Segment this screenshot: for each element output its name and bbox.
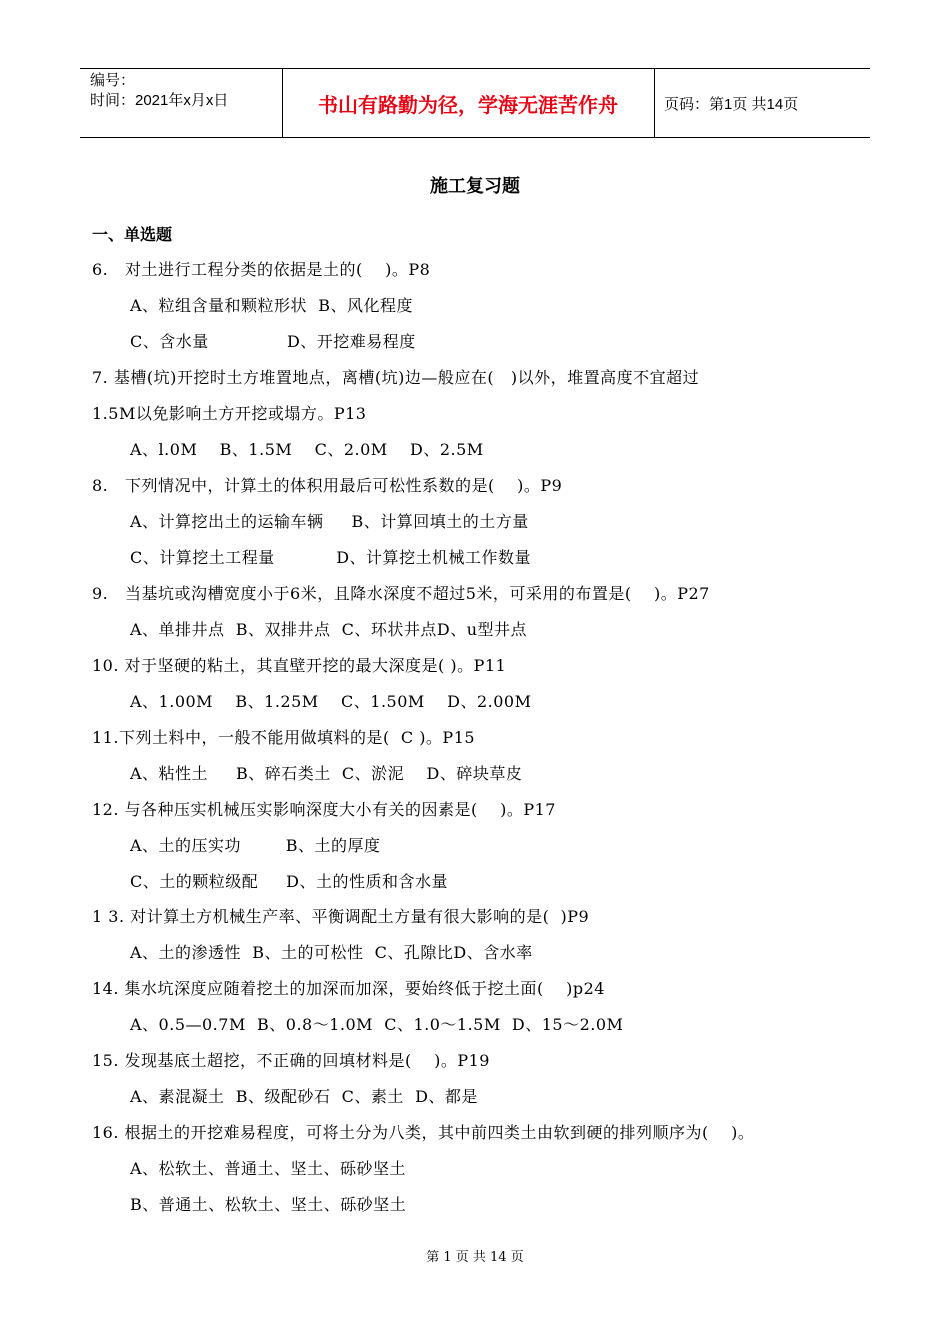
option-line: C、计算挖土工程量 D、计算挖土机械工作数量 [130, 548, 532, 567]
option-line: A、土的压实功 B、土的厚度 [130, 836, 381, 855]
option-line: C、含水量 D、开挖难易程度 [130, 332, 416, 351]
option-line: B、普通土、松软土、坚土、砾砂坚土 [130, 1195, 407, 1214]
header-page-info: 页码：第1页 共14页 [664, 95, 799, 113]
question-line: 11.下列土料中，一般不能用做填料的是( C )。P15 [92, 728, 476, 747]
question-line: 15. 发现基底土超挖，不正确的回填材料是( )。P19 [92, 1051, 490, 1070]
option-line: A、0.5—0.7M B、0.8～1.0M C、1.0～1.5M D、15～2.0M [130, 1015, 624, 1034]
question-line: 6. 对土进行工程分类的依据是土的( )。P8 [92, 260, 431, 279]
question-line: 10. 对于坚硬的粘土，其直壁开挖的最大深度是( )。P11 [92, 656, 507, 675]
option-line: A、计算挖出土的运输车辆 B、计算回填土的土方量 [130, 512, 529, 531]
option-line: A、粘性土 B、碎石类土 C、淤泥 D、碎块草皮 [130, 764, 523, 783]
document-date-label: 时间：2021年x月x日 [90, 92, 229, 109]
question-line: 8. 下列情况中，计算土的体积用最后可松性系数的是( )。P9 [92, 476, 563, 495]
question-line: 7. 基槽(坑)开挖时土方堆置地点，离槽(坑)边—般应在( )以外，堆置高度不宜超过 [92, 368, 700, 387]
option-line: A、l.0M B、1.5M C、2.0M D、2.5M [130, 440, 484, 459]
option-line: A、素混凝土 B、级配砂石 C、素土 D、都是 [130, 1087, 478, 1106]
option-line: A、土的渗透性 B、土的可松性 C、孔隙比D、含水率 [130, 943, 533, 962]
question-line: 1.5M以免影响土方开挖或塌方。P13 [92, 404, 367, 423]
section-title: 一、单选题 [92, 225, 173, 244]
question-line: 14. 集水坑深度应随着挖土的加深而加深，要始终低于挖土面( )p24 [92, 979, 605, 998]
header-divider [654, 69, 655, 137]
option-line: A、1.00M B、1.25M C、1.50M D、2.00M [130, 692, 532, 711]
document-title: 施工复习题 [430, 176, 520, 197]
option-line: C、土的颗粒级配 D、土的性质和含水量 [130, 872, 449, 891]
page-footer: 第 1 页 共 14 页 [426, 1250, 524, 1265]
page-header [80, 68, 870, 138]
document-code-label: 编号： [90, 72, 136, 89]
question-line: 12. 与各种压实机械压实影响深度大小有关的因素是( )。P17 [92, 800, 556, 819]
question-line: 16. 根据土的开挖难易程度，可将土分为八类，其中前四类土由软到硬的排列顺序为( )。 [92, 1123, 755, 1142]
question-line: 1 3. 对计算土方机械生产率、平衡调配土方量有很大影响的是( )P9 [92, 907, 590, 926]
header-motto: 书山有路勤为径，学海无涯苦作舟 [318, 92, 618, 117]
header-left-cell [90, 71, 228, 111]
option-line: A、单排井点 B、双排井点 C、环状井点D、u型井点 [130, 620, 528, 639]
option-line: A、松软土、普通土、坚土、砾砂坚土 [130, 1159, 407, 1178]
option-line: A、粒组含量和颗粒形状 B、风化程度 [130, 296, 413, 315]
question-line: 9. 当基坑或沟槽宽度小于6米，且降水深度不超过5米，可采用的布置是( )。P27 [92, 584, 710, 603]
